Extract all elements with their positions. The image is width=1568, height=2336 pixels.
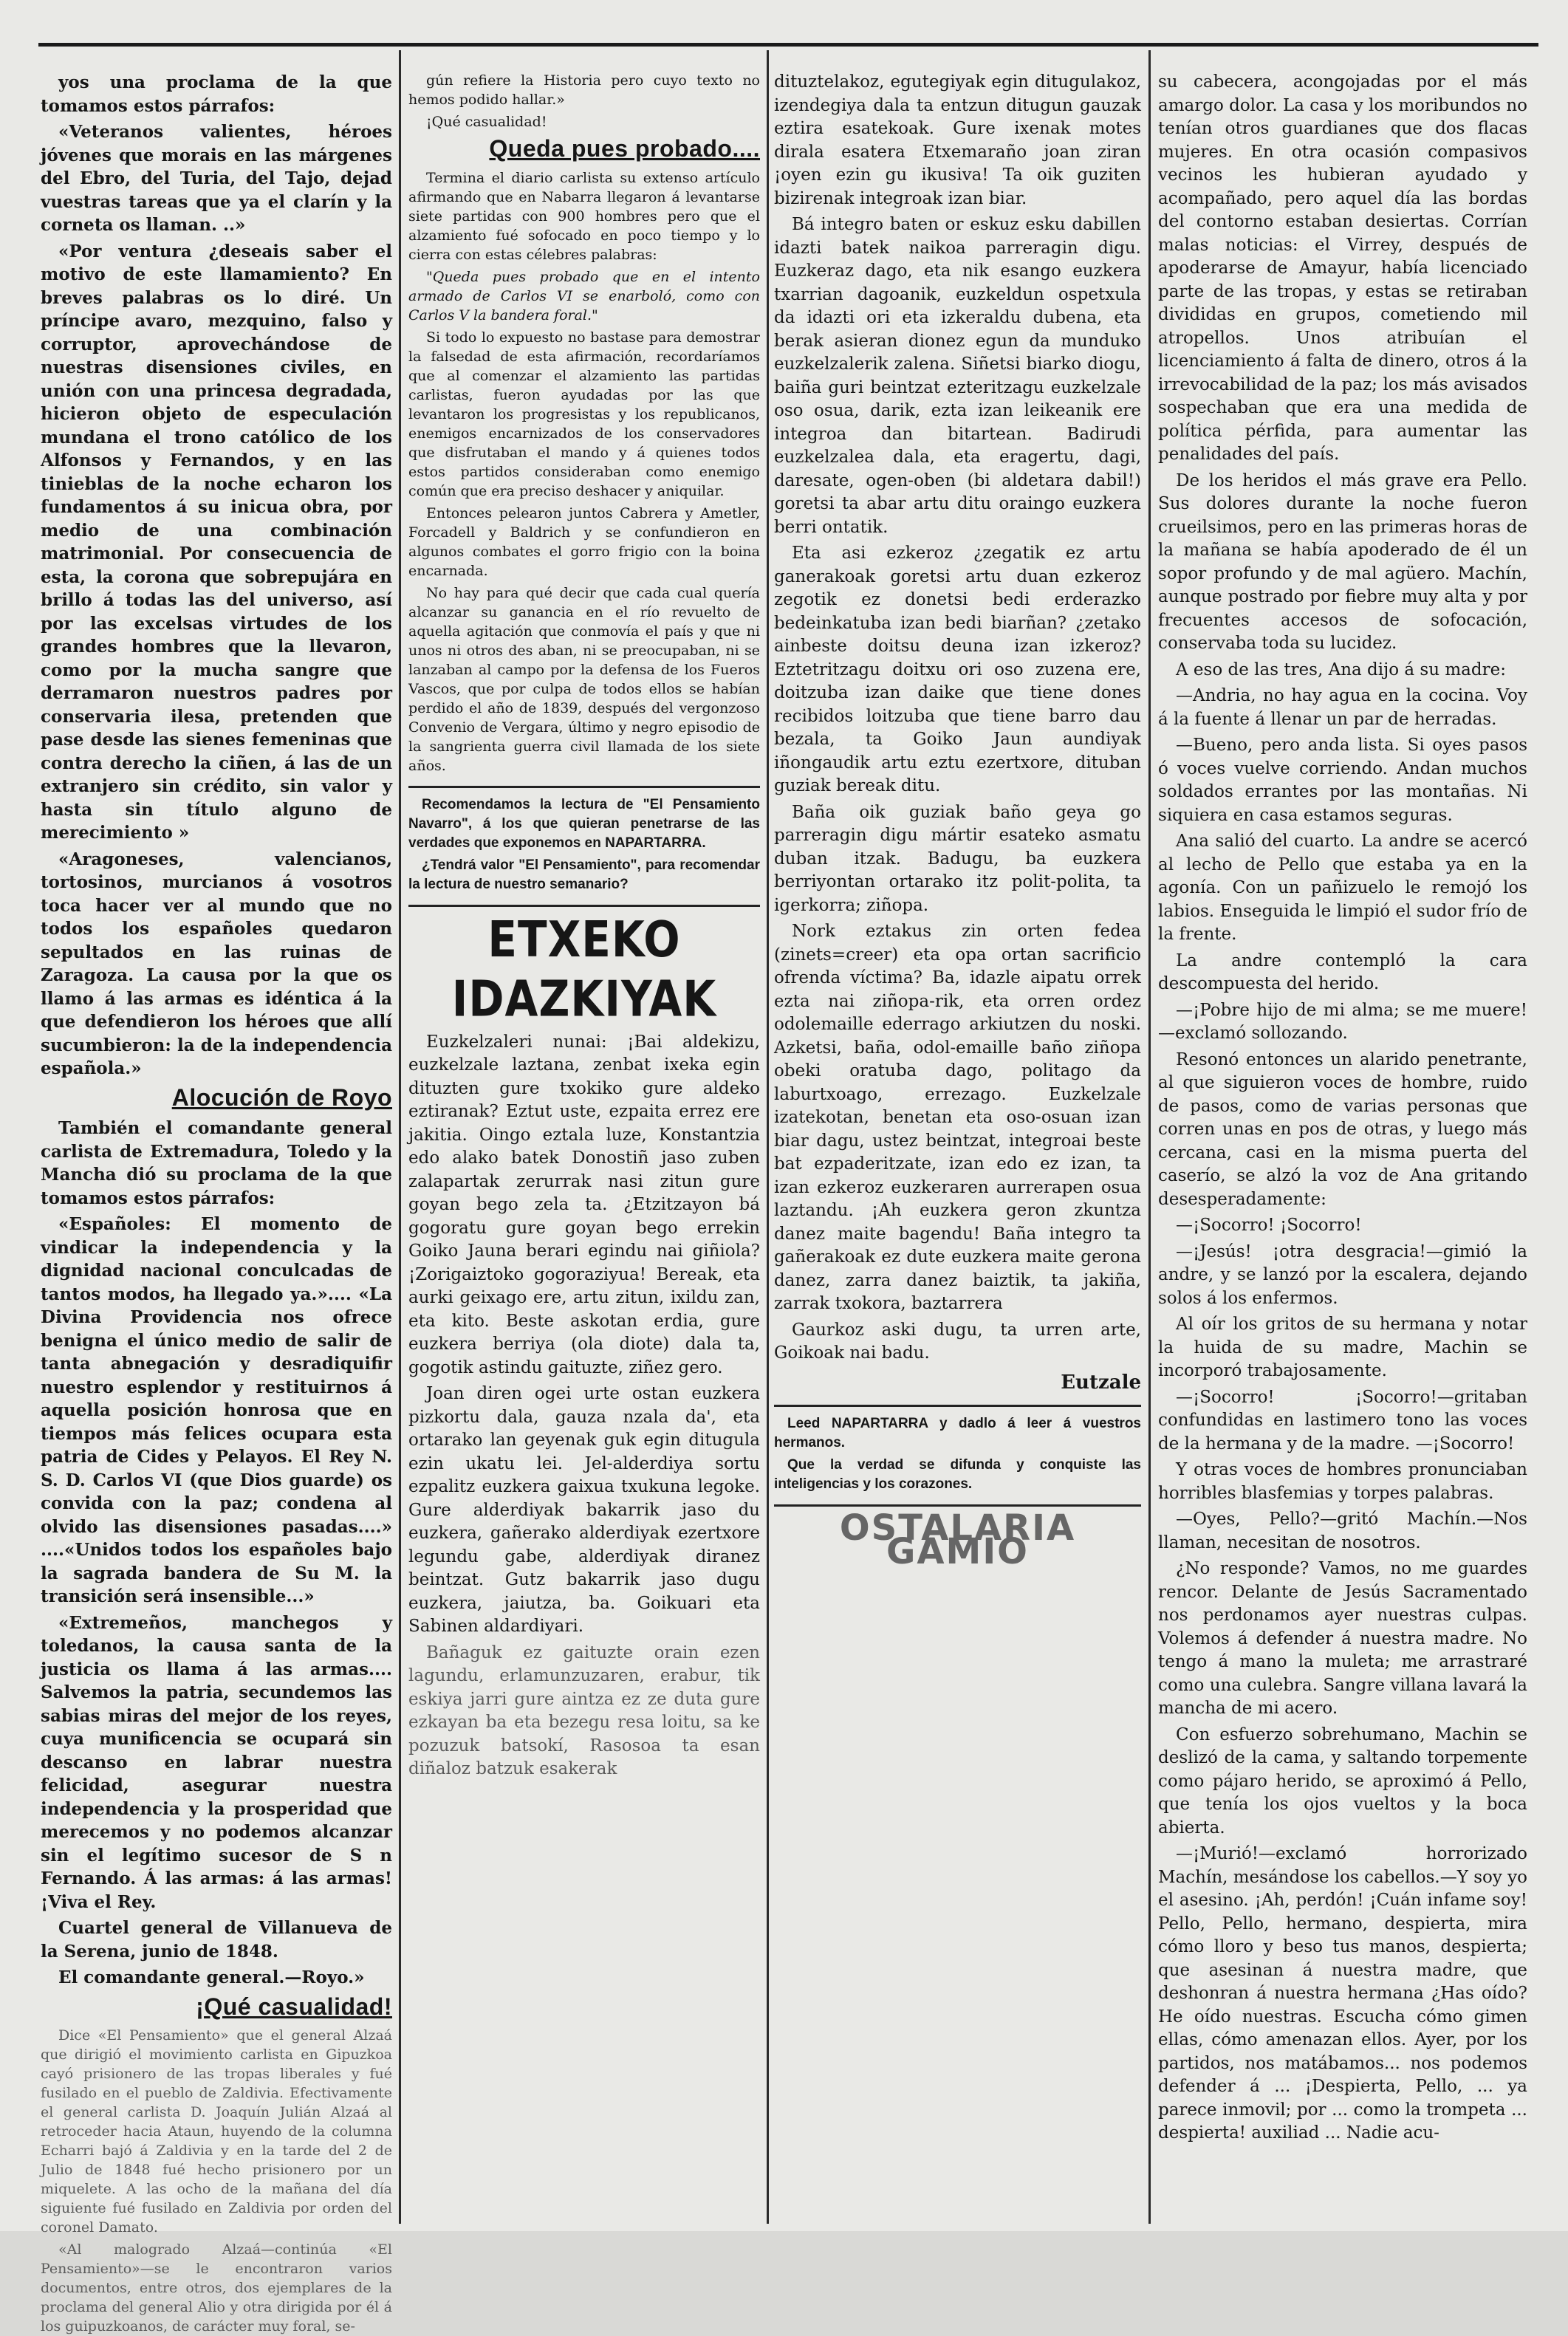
paragraph: Y otras voces de hombres pronunciaban horribles blasfemias y torpes palabras. — [1158, 1460, 1527, 1503]
paragraph: gún refiere la Historia pero cuyo texto no hemos podido hallar.» — [408, 72, 760, 108]
paragraph: —Bueno, pero anda lista. Si oyes pasos ó voces vuelve corriendo. Andan muchos soldados errantes por las montañas. Ni siquiera en casa estamos seguras. — [1158, 736, 1527, 825]
paragraph: Con esfuerzo sobrehumano, Machin se deslizó de la cama, y saltando torpemente como pájaro herido, se aproximó á Pello, que tenía los ojos vueltos y la boca abierta. — [1158, 1724, 1527, 1837]
paragraph: «Extremeños, manchegos y toledanos, la causa santa de la justicia os llama á las armas.... Salvemos la patria, secundemos las sabias miras del mejor de los reyes, cuya munificencia se ocupará sin descanso en labrar nuestra felicidad, asegurar nuestra independencia y la prosperidad que merecemos y no podemos alcanzar sin el legítimo sucesor de S n Fernando. Á las armas: á las armas! ¡Viva el Rey. — [41, 1612, 392, 1912]
paragraph: ¡Qué casualidad! — [426, 114, 547, 130]
paragraph: Termina el diario carlista su extenso artículo afirmando que en Nabarra llegaron á levantarse siete partidas con 900 hombres pero que el alzamiento fué sofocado en poco tiempo y lo cierra con estas célebres palabras: — [408, 169, 760, 263]
top-rule — [38, 43, 1538, 47]
column-4 — [1158, 71, 1527, 2216]
paragraph: yos una proclama de la que tomamos estos párrafos: — [41, 72, 392, 116]
column-2 — [408, 71, 760, 2216]
paragraph: —¡Pobre hijo de mi alma; se me muere!—exclamó sollozando. — [1158, 1000, 1527, 1043]
column-rule — [1148, 50, 1151, 2224]
paragraph: ¿No responde? Vamos, no me guardes rencor. Delante de Jesús Sacramentado nos perdonamos ayer nuestras culpas. Volemos á defender á nuestra madre. No tengo á mano la muleta; me arrastraré como una culebra. Sangre villana lavará la mancha de mi acero. — [1158, 1559, 1527, 1718]
notice-box — [408, 786, 760, 907]
paragraph: —¡Murió!—exclamó horrorizado Machín, mesándose los cabellos.—Y soy yo el asesino. ¡Ah, perdón! ¡Cuán infame soy! Pello, Pello, hermano, despierta, mira cómo lloro y beso tus manos, despierta; que asesinan á nuestra madre, que deshonran á nuestra hermana ¿Has oído? He oído nuestras. Escucha cómo gimen ellas, cómo amenazan ellos. Ayer, por los partidos, nos matábamos... nos podemos defender á ... ¡Despierta, Pello, ... ya parece inmovil; por ... como la trompeta ... despierta! auxiliad ... Nadie acu- — [1158, 1844, 1528, 2143]
paragraph: —Oyes, Pello?—gritó Machín.—Nos llaman, necesitan de nosotros. — [1158, 1510, 1527, 1552]
paragraph: La andre contempló la cara descompuesta del herido. — [1158, 951, 1527, 993]
paragraph: dituztelakoz, egutegiyak egin ditugulakoz, izendegiya dala ta entzun ditugun gauzak eztira esatekoak. Gure ixenak motes dirala esatera Etxemaraño joan ziran ¡oyen ezin gu ikusiva! Ta oik guziten bizirenak integroak izan biar. — [774, 72, 1141, 208]
paragraph: También el comandante general carlista de Extremadura, Toledo y la Mancha dió su proclama de la que tomamos estos párrafos: — [41, 1118, 392, 1208]
paragraph: —¡Socorro! ¡Socorro! — [1176, 1216, 1362, 1235]
column-rule — [767, 50, 769, 2224]
paragraph: «Por ventura ¿deseais saber el motivo de este llamamiento? En breves palabras os lo diré. Un príncipe avaro, mezquino, falso y corruptor, aprovechándose de nuestras disensiones civiles, en unión con una princesa degradada, hicieron objeto de especulación mundana el trono católico de los Alfonsos y Fernandos, y en las tinieblas de la noche echaron los fundamentos á su inicua obra, por medio de una combinación matrimonial. Por consecuencia de esta, la corona que sobrepujára en brillo á todas las del universo, así por las excelsas virtudes de los grandes hombres que la llevaron, como por la mucha sangre que derramaron nuestros padres por conservaria ilesa, pretenden que pase desde las sienes femeninas que contra derecho la ciñen, á las de un extranjero sin crédito, sin valor y hasta sin título alguno de merecimiento » — [41, 241, 392, 843]
paragraph: Cuartel general de Villanueva de la Serena, junio de 1848. — [41, 1918, 392, 1962]
paragraph: No hay para qué decir que cada cual quería alcanzar su ganancia en el río revuelto de aquella agitación que conmovía el país y que ni unos ni otros des aban, ni se preocupaban, ni se lanzaban al campo por la defensa de los Fueros Vascos, que por culpa de todos ellos se habían perdido el año de 1839, después del vergonzoso Convenio de Vergara, último y negro episodio de la sangrienta guerra civil llamada de los siete años. — [408, 584, 760, 774]
paragraph: «Españoles: El momento de vindicar la independencia y la dignidad nacional conculcadas de tantos modos, ha llegado ya.».... «La Divina Providencia nos ofrece benigna el único medio de salir de tanta abnegación y desradiquifir nuestro esplendor y restituirnos á aquella posición honrosa que en tiempos más felices ocupara esta patria de Cides y Pelayos. El Rey N. S. D. Carlos VI (que Dios guarde) os convida con la paz; condena al olvido las disensiones pasadas....» ....«Unidos todos los españoles bajo la sagrada bandera de Su M. la transición será insensible...» — [41, 1214, 392, 1606]
section-heading: ¡Qué casualidad! — [196, 1993, 392, 2020]
paragraph: «Veteranos valientes, héroes jóvenes que morais en las márgenes del Ebro, del Turia, del Tajo, dejad vuestras tareas que ya el clarín y la corneta os llaman. ..» — [41, 122, 392, 235]
paragraph: Dice «El Pensamiento» que el general Alzaá que dirigió el movimiento carlista en Gipuzkoa cayó prisionero de las tropas liberales y fué fusilado en el pueblo de Zaldivia. Efectivamente el general carlista D. Joaquín Julián Alzaá al retroceder hacia Ataun, huyendo de la columna Echarri bajó á Zaldivia y en la tarde del 2 de Julio de 1848 fué hecho prisionero por un miquelete. A las ocho de la mañana del día siguiente fué fusilado en Zaldivia por orden del coronel Damato. — [41, 2027, 392, 2236]
signature: Eutzale — [1061, 1371, 1141, 1394]
paragraph: «Al malogrado Alzaá—continúa «El Pensamiento»—se le encontraron varios documentos, entre otros, dos ejemplares de la proclama del general Alio y otra dirigida por él á los guipuzkoanos, de carácter muy foral, se- — [41, 2241, 392, 2335]
paragraph: Bá integro baten or eskuz esku dabillen idazti batek naikoa parreragin digu. Euzkeraz dago, eta nik esango euzkera txarrian dagoanik, euzkeldun ospetxula da idazti ori eta izkeraldu dubena, eta berak asieran dionez egun da munduko euzkelzalerik zalena. Siñetsi biarko diogu, baiña guri beintzat ezteritzagu euzkelzale oso osua, darik, ezta izan leikeanik ere integroa dan bitartean. Badirudi euzkelzalea dala, eta eragertu, dagi, daresate, ogen-oben (bi aldetara dabil!) goretsi ta abar artu ditu oraingo euzkera berri ontatik. — [774, 215, 1141, 537]
paragraph: Eta asi ezkeroz ¿zegatik ez artu ganerakoak goretsi artu duan ezkeroz zegotik ez donetsi bedi erderazko bedeinkatuba izan bedi biarñan? ¿zetako ainbeste doitsu deuna izan izkeroz? Eztetritzagu doitxu ori oso zuzena ere, doitzuba izan daike que tiene dones recibidos loitzuba que tiene barro dau bezala, ta Goiko Jaun aundiyak iñongaudik artu eztu ezertxore, dituban guziak bereak ditu. — [774, 544, 1141, 795]
paragraph: Nork eztakus zin orten fedea (zinets=creer) eta opa ortan sacrificio ofrenda víctima? Ba, idazle aipatu orrek ezta nai ziñopa-rik, eta orren ordez odolemaille ederrago arkiutzen du noski. Azketsi, baña, odol-emaille baño ziñopa obeki oratuba dago, politago da laburtxoago, errezago. Euzkelzale izatekotan, benetan eta oso-osuan izan biar dagu, ustez beintzat, integroai beste bat ezpaderitzate, izan edo ez izan, ta izan ezkeroz euzkeraren aurrerapen osua laztandu. ¡Ah euzkera geron zkuntza danez maite bagendu! Baña integro ta gañerakoak ez dute euzkera maite gerona danez, zarra danez baiztik, ta jakiña, zarrak txokora, baztarrera — [774, 922, 1141, 1313]
notice-text: Leed NAPARTARRA y dadlo á leer á vuestros hermanos. — [774, 1416, 1141, 1450]
paragraph: Al oír los gritos de su hermana y notar la huida de su madre, Machin se incorporó trabajosamente. — [1158, 1315, 1527, 1380]
column-rule — [399, 50, 401, 2224]
advertisement: OSTALARIA GAMIO — [839, 1507, 1076, 1572]
paragraph: —¡Jesús! ¡otra desgracia!—gimió la andre, y se lanzó por la escalera, dejando solos á los enfermos. — [1158, 1241, 1527, 1308]
paragraph: Resonó entonces un alarido penetrante, al que siguieron voces de hombre, ruido de pasos, como de varias personas que corren unas en pos de otras, y luego más cercana, casi en la misma puerta del caserío, se alzó la voz de Ana gritando desesperadamente: — [1158, 1049, 1527, 1209]
paragraph: Baña oik guziak baño geya go parreragin digu mártir esateko asmatu duban itzak. Badugu, ba euzkera berriyontan ortarako itz polit-polita, ta igerkorra; ziñopa. — [774, 802, 1141, 915]
paragraph: Si todo lo expuesto no bastase para demostrar la falsedad de esta afirmación, recordaríamos que al comenzar el alzamiento las partidas carlistas, fueron ayudadas por las que levantaron los progresistas y los republicanos, enemigos encarnizados de los conservadores que disfrutaban el mando y á quienes todos estos partidos consideraban como enemigo común que era preciso deshacer y aniquilar. — [408, 329, 760, 499]
paragraph: Euzkelzaleri nunai: ¡Bai aldekizu, euzkelzale laztana, zenbat ixeka egin dituzten gure txokiko gure aldeko eztiranak? Eztut uste, ezpaita errez ere jakitia. Oingo eztala luze, Konstantzia edo alako batek Donostiñ jaso zuben zalapartak zerurrak nasi zitun gure goyan bego zela ta. ¿Etzitzayon bá gogoratu gure goyan bego errekin Goiko Jauna berari egindu nai giñiola? ¡Zorigaiztoko gogoraziyua! Bereak, eta aurki geixago ere, artu zitun, ixildu zan, eta kito. Beste askotan erdia, gure euzkera berriya (ola diote) dala ta, gogotik astindu gaituzte, ziñez gero. — [408, 1032, 760, 1377]
paragraph: —Andria, no hay agua en la cocina. Voy á la fuente á llenar un par de herradas. — [1158, 686, 1527, 729]
column-3 — [774, 71, 1141, 2216]
paragraph: A eso de las tres, Ana dijo á su madre: — [1176, 660, 1506, 679]
paragraph: Bañaguk ez gaituzte orain ezen lagundu, erlamunzuzaren, erabur, tik eskiya jarri gure aintza ez ze duta gure ezkayan ba eta bezegu resa loitu, sa ke pozuzuk batsokí, Rasosoa ta esan diñaloz batzuk esakerak — [408, 1643, 760, 1778]
section-heading: Queda pues probado.... — [489, 135, 760, 162]
column-1 — [41, 71, 392, 2335]
paragraph: Joan diren ogei urte ostan euzkera pizkortu dala, gauza nzala da', eta ortarako lan geyenak guk egin ditugula ezin ukatu lei. Jel-alderdiya sortu ezpalitz euzkera gaixua txukuna legoke. Gure alderdiyak bakarrik jaso du euzkera, gañerako alderdiyak ezertxore legundu gabe, alderdiyak diranez beintzat. Gutz bakarrik jaso dugu euzkera, jaiutza, ba. Goikuari eta Sabinen aldardiyari. — [408, 1384, 760, 1636]
section-heading: Alocución de Royo — [171, 1083, 392, 1111]
paragraph: "Queda pues probado que en el intento armado de Carlos VI se enarboló, como con Carlos V la bandera foral." — [408, 268, 760, 323]
notice-text: Que la verdad se difunda y conquiste las inteligencias y los corazones. — [774, 1457, 1141, 1492]
paragraph: «Aragoneses, valencianos, tortosinos, murcianos á vosotros toca hacer ver al mundo que no todos los españoles quedaron sepultados en las ruinas de Zaragoza. La causa por la que os llamo á las armas es idéntica á la que defendieron los héroes que allí sucumbieron: la de la independencia española.» — [41, 849, 392, 1078]
paragraph: su cabecera, acongojadas por el más amargo dolor. La casa y los moribundos no tenían otros guardianes que dos flacas mujeres. En otra ocasión compasivos vecinos les hubieran ayudado y acompañado, pero aquel día las bordas del contorno estaban desiertas. Corrían malas noticias: el Virrey, después de apoderarse de Amayur, había licenciado parte de las tropas, y estas se retiraban divididas en grupos, cometiendo mil atropellos. Unos atribuían el licenciamiento á falta de dinero, otros á la irrevocabilidad de la paz; los más avisados sospechaban que era una medida de política pérfida, para aumentar las penalidades del país. — [1158, 72, 1528, 464]
notice-text: ¿Tendrá valor "El Pensamiento", para recomendar la lectura de nuestro semanario? — [408, 857, 760, 892]
section-title: ETXEKO IDAZKIYAK — [451, 910, 717, 1027]
notice-box — [774, 1405, 1141, 1507]
paragraph: Ana salió del cuarto. La andre se acercó al lecho de Pello que estaba ya en la agonía. Con un pañizuelo le remojó los labios. Enseguida le limpió el sudor frío de la frente. — [1158, 832, 1527, 944]
paragraph: De los heridos el más grave era Pello. Sus dolores durante la noche fueron crueilsimos, pero en las primeras horas de la mañana se había apoderado de él un sopor profundo y de mal agüero. Machín, aunque postrado por fiebre muy alta y por frecuentes accesos de sofocación, conservaba toda su lucidez. — [1158, 470, 1527, 653]
paragraph: Entonces pelearon juntos Cabrera y Ametler, Forcadell y Baldrich y se confundieron en algunos combates el gorro frigio con la boina encarnada. — [408, 504, 760, 579]
paragraph: Gaurkoz aski dugu, ta urren arte, Goikoak nai badu. — [774, 1320, 1141, 1363]
paragraph: El comandante general.—Royo.» — [58, 1967, 365, 1987]
notice-text: Recomendamos la lectura de "El Pensamiento Navarro", á los que quieran penetrarse de las verdades que exponemos en NAPARTARRA. — [408, 796, 760, 851]
paragraph: —¡Socorro! ¡Socorro!—gritaban confundidas en lastimero tono las voces de la hermana y de la madre. —¡Socorro! — [1158, 1387, 1527, 1453]
